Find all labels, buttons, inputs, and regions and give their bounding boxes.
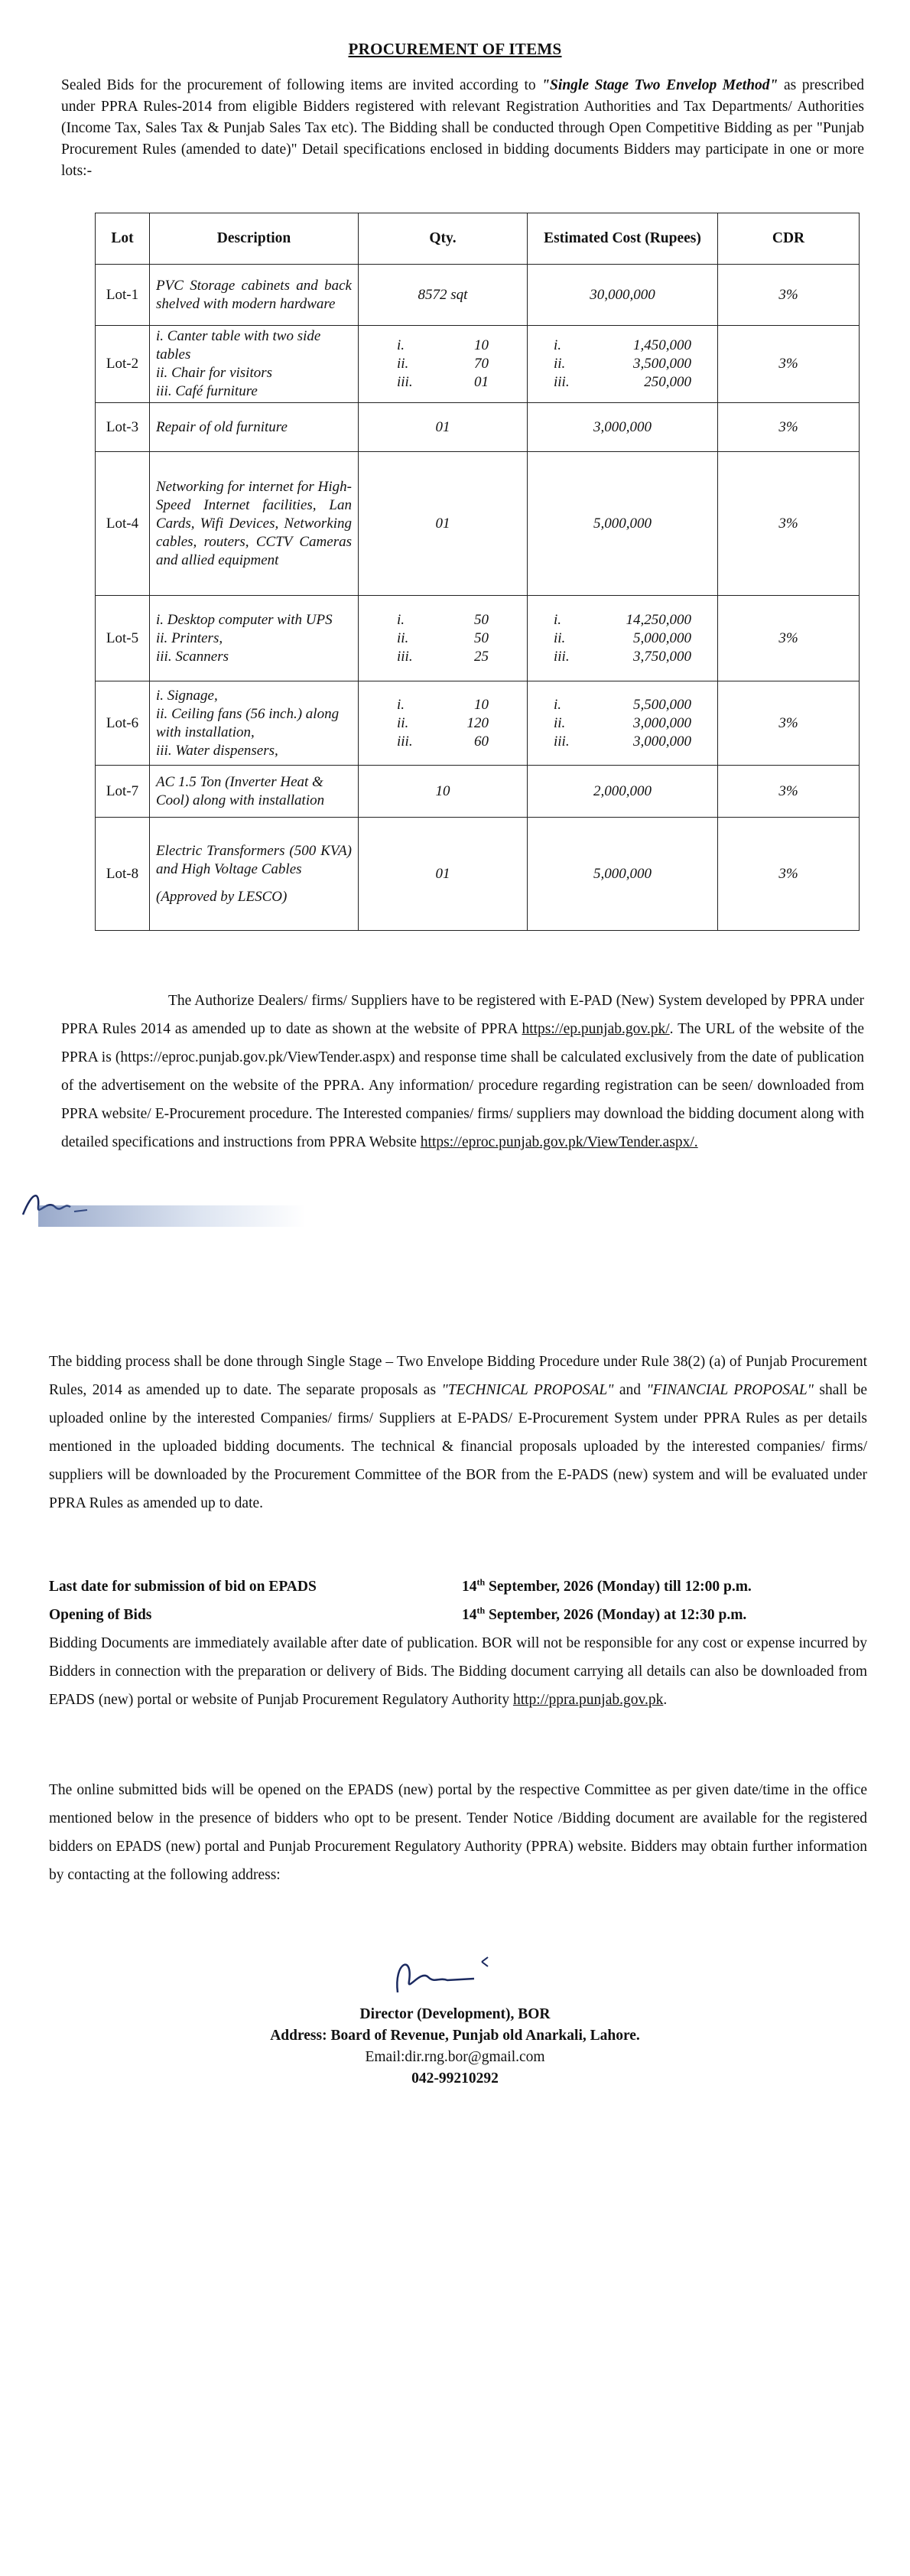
opening-value bbox=[462, 1601, 746, 1629]
item-numeral: i. bbox=[156, 328, 164, 344]
list-item bbox=[156, 687, 352, 705]
cost-list bbox=[528, 696, 717, 751]
table-row bbox=[96, 818, 860, 931]
submission-deadline-label: Last date for submission of bid on EPADS bbox=[49, 1579, 317, 1595]
lot-cdr: 3% bbox=[718, 265, 860, 326]
cost-value: 3,500,000 bbox=[633, 356, 691, 372]
process-paragraph bbox=[49, 1348, 867, 1517]
item-numeral: iii. bbox=[156, 648, 172, 665]
item-text: Café furniture bbox=[175, 383, 258, 399]
qty-list bbox=[359, 337, 526, 392]
lot-cost bbox=[528, 326, 718, 403]
lot-number: Lot-2 bbox=[96, 326, 150, 403]
availability-paragraph bbox=[49, 1629, 867, 1714]
process-text-2: shall be uploaded online by the interested Companies/ firms/ Suppliers at E-PADS/ E-Procurement System under PPRA Rules as per details mentioned in the uploaded bidding documents. The technical & financial proposals uploaded by the interested companies/ firms/ suppliers will be downloaded by the Procurement Committee of the BOR from the E-PADS (new) system and will be evaluated under PPRA Rules as amended up to date. bbox=[49, 1382, 868, 1511]
list-item bbox=[156, 327, 352, 364]
key-dates bbox=[49, 1573, 867, 1629]
opening-day: 14 bbox=[462, 1607, 477, 1623]
lot-qty: 01 bbox=[359, 403, 528, 452]
qty-value: 25 bbox=[474, 648, 489, 665]
lot-description bbox=[150, 681, 359, 766]
lot-cdr: 3% bbox=[718, 766, 860, 818]
qty-numeral: iii. bbox=[397, 374, 413, 390]
table-row bbox=[96, 403, 860, 452]
cost-numeral: i. bbox=[554, 696, 562, 713]
registration-paragraph bbox=[61, 987, 864, 1156]
list-item bbox=[156, 382, 352, 401]
cost-value: 5,500,000 bbox=[633, 696, 691, 713]
intro-text-2: as prescribed under PPRA Rules-2014 from eligible Bidders registered with relevant Registration Authorities and Tax Departments/ Authorities (Income Tax, Sales Tax & Punjab Sales Tax etc). The Bidding shall be conducted through Open Competitive Bidding as per "Punjab Procurement Rules (amended to date)" Detail specifications enclosed in bidding documents Bidders may participate in one or more lots:- bbox=[61, 77, 865, 179]
director-signature bbox=[375, 1947, 505, 2008]
header-lot: Lot bbox=[96, 213, 150, 265]
cost-value: 14,250,000 bbox=[626, 611, 691, 628]
cost-value: 3,000,000 bbox=[633, 714, 691, 731]
header-qty: Qty. bbox=[359, 213, 528, 265]
qty-numeral: ii. bbox=[397, 629, 409, 646]
qty-value: 50 bbox=[474, 611, 489, 628]
cost-value: 250,000 bbox=[644, 374, 691, 390]
scan-divider bbox=[38, 1205, 306, 1227]
lot-description bbox=[150, 596, 359, 681]
lot-qty bbox=[359, 681, 528, 766]
table-row bbox=[96, 326, 860, 403]
opening-label: Opening of Bids bbox=[49, 1607, 152, 1623]
submission-deadline-value bbox=[462, 1573, 752, 1601]
lot-description-text: Networking for internet for High-Speed Internet facilities, Lan Cards, Wifi Devices, Networking cables, routers, CCTV Cameras and allied equipment bbox=[156, 478, 352, 568]
lot-cost: 5,000,000 bbox=[528, 452, 718, 596]
item-numeral: ii. bbox=[156, 629, 168, 646]
process-text-and: and bbox=[613, 1382, 647, 1398]
signatory-title: Director (Development), BOR bbox=[359, 2006, 551, 2022]
header-description: Description bbox=[150, 213, 359, 265]
qty-value: 70 bbox=[474, 356, 489, 372]
cost-numeral: iii. bbox=[554, 374, 570, 390]
lot-qty: 01 bbox=[359, 452, 528, 596]
registration-text-2: . The URL of the website of the PPRA is (https://eproc.punjab.gov.pk/ViewTender.aspx) and response time shall be calculated exclusively from the date of publication of the advertisement on the website of the PPRA. Any information/ procedure regarding registration can be seen/ downloaded from PPRA website/ E-Procurement procedure. The Interested companies/ firms/ suppliers may download the bidding document along with detailed specifications and instructions from PPRA Website bbox=[61, 1021, 864, 1150]
lot-description bbox=[150, 452, 359, 596]
table-header-row bbox=[96, 213, 860, 265]
item-numeral: iii. bbox=[156, 383, 172, 399]
submission-deadline-row bbox=[49, 1573, 867, 1601]
lot-description-text: Electric Transformers (500 KVA) and High Voltage Cables bbox=[156, 842, 352, 877]
signatory-email: Email:dir.rng.bor@gmail.com bbox=[365, 2049, 545, 2065]
financial-proposal-label: "FINANCIAL PROPOSAL" bbox=[646, 1382, 814, 1398]
cost-numeral: iii. bbox=[554, 733, 570, 750]
item-numeral: i. bbox=[156, 687, 164, 704]
qty-value: 10 bbox=[474, 696, 489, 713]
cost-numeral: ii. bbox=[554, 629, 566, 646]
availability-end: . bbox=[663, 1692, 668, 1708]
lot-cdr: 3% bbox=[718, 681, 860, 766]
table-row bbox=[96, 265, 860, 326]
opening-row bbox=[49, 1601, 867, 1629]
lot-description bbox=[150, 818, 359, 931]
lot-number: Lot-3 bbox=[96, 403, 150, 452]
process-text-1: The bidding process shall be done through Single Stage – Two Envelope Bidding Procedure under Rule 38(2) (a) of Punjab Procurement Rules, 2014 as amended up to date. The separate proposals as bbox=[49, 1354, 867, 1398]
list-item bbox=[156, 364, 352, 382]
cost-value: 1,450,000 bbox=[633, 337, 691, 353]
lot-cdr: 3% bbox=[718, 596, 860, 681]
lot-qty: 01 bbox=[359, 818, 528, 931]
table-row bbox=[96, 681, 860, 766]
lot-description bbox=[150, 265, 359, 326]
lot-cdr: 3% bbox=[718, 326, 860, 403]
cost-numeral: ii. bbox=[554, 356, 566, 372]
lot-cost: 30,000,000 bbox=[528, 265, 718, 326]
epads-link[interactable]: https://ep.punjab.gov.pk/ bbox=[522, 1021, 670, 1037]
table-row bbox=[96, 452, 860, 596]
lot-cost bbox=[528, 596, 718, 681]
item-numeral: iii. bbox=[156, 742, 172, 759]
lot-qty: 10 bbox=[359, 766, 528, 818]
cost-list bbox=[528, 611, 717, 666]
availability-text: Bidding Documents are immediately available after date of publication. BOR will not be responsible for any cost or expense incurred by Bidders in connection with the preparation or delivery of Bids. The Bidding document carrying all details can also be downloaded from EPADS (new) portal or website of Punjab Procurement Regulatory Authority bbox=[49, 1635, 867, 1708]
intro-text-1: Sealed Bids for the procurement of following items are invited according to bbox=[61, 77, 542, 93]
lot-number: Lot-5 bbox=[96, 596, 150, 681]
signature-block bbox=[0, 2004, 910, 2090]
lot-number: Lot-1 bbox=[96, 265, 150, 326]
header-cdr: CDR bbox=[718, 213, 860, 265]
cost-list bbox=[528, 337, 717, 392]
lot-cdr: 3% bbox=[718, 818, 860, 931]
ppra-link[interactable]: http://ppra.punjab.gov.pk bbox=[512, 1692, 664, 1708]
item-text: Scanners bbox=[175, 648, 229, 665]
registration-text-1: The Authorize Dealers/ firms/ Suppliers have to be registered with E-PAD (New) System developed by PPRA under PPRA Rules 2014 as amended up to date as shown at the website of PPRA bbox=[61, 993, 864, 1037]
qty-value: 10 bbox=[474, 337, 489, 353]
technical-proposal-label: "TECHNICAL PROPOSAL" bbox=[441, 1382, 614, 1398]
lots-table bbox=[95, 213, 860, 931]
qty-numeral: i. bbox=[397, 611, 405, 628]
cost-numeral: i. bbox=[554, 611, 562, 628]
lot-description bbox=[150, 326, 359, 403]
qty-value: 01 bbox=[474, 374, 489, 390]
eproc-link[interactable]: https://eproc.punjab.gov.pk/ViewTender.aspx/. bbox=[420, 1134, 698, 1150]
lot-number: Lot-4 bbox=[96, 452, 150, 596]
cost-numeral: i. bbox=[554, 337, 562, 353]
table-row bbox=[96, 596, 860, 681]
intro-method: "Single Stage Two Envelop Method" bbox=[541, 77, 778, 93]
intro-paragraph bbox=[61, 75, 864, 182]
lot-cost bbox=[528, 681, 718, 766]
lot-number: Lot-6 bbox=[96, 681, 150, 766]
opening-paragraph: The online submitted bids will be opened on the EPADS (new) portal by the respective Committee as per given date/time in the office mentioned below in the presence of bidders who opt to be present. Tender Notice /Bidding document are available for the registered bidders on EPADS (new) portal and Punjab Procurement Regulatory Authority (PPRA) website. Bidders may obtain further information by contacting at the following address: bbox=[49, 1782, 867, 1883]
item-text: Desktop computer with UPS bbox=[167, 611, 333, 628]
lot-qty: 8572 sqt bbox=[359, 265, 528, 326]
signatory-address: Address: Board of Revenue, Punjab old Anarkali, Lahore. bbox=[270, 2028, 640, 2044]
qty-numeral: ii. bbox=[397, 714, 409, 731]
item-numeral: ii. bbox=[156, 705, 168, 722]
qty-value: 120 bbox=[466, 714, 489, 731]
cost-value: 3,000,000 bbox=[633, 733, 691, 750]
item-text: Canter table with two side tables bbox=[156, 328, 321, 363]
lot-description-text: PVC Storage cabinets and back shelved with modern hardware bbox=[156, 277, 352, 312]
lot-qty bbox=[359, 596, 528, 681]
opening-rest: September, 2026 (Monday) at 12:30 p.m. bbox=[485, 1607, 747, 1623]
lot-cdr: 3% bbox=[718, 452, 860, 596]
lot-approval-note: (Approved by LESCO) bbox=[156, 888, 288, 905]
qty-numeral: i. bbox=[397, 696, 405, 713]
qty-value: 50 bbox=[474, 629, 489, 646]
qty-list bbox=[359, 696, 526, 751]
list-item bbox=[156, 611, 352, 629]
item-text: Chair for visitors bbox=[171, 365, 273, 381]
cost-numeral: iii. bbox=[554, 648, 570, 665]
item-numeral: ii. bbox=[156, 365, 168, 381]
page-title: PROCUREMENT OF ITEMS bbox=[348, 40, 562, 58]
qty-value: 60 bbox=[474, 733, 489, 750]
list-item bbox=[156, 648, 352, 666]
item-text: Ceiling fans (56 inch.) along with installation, bbox=[156, 705, 340, 740]
item-numeral: i. bbox=[156, 611, 164, 628]
cost-numeral: ii. bbox=[554, 714, 566, 731]
lot-cdr: 3% bbox=[718, 403, 860, 452]
lot-number: Lot-8 bbox=[96, 818, 150, 931]
deadline-day: 14 bbox=[462, 1579, 477, 1595]
lot-cost: 2,000,000 bbox=[528, 766, 718, 818]
signatory-phone: 042-99210292 bbox=[411, 2070, 499, 2086]
header-cost: Estimated Cost (Rupees) bbox=[528, 213, 718, 265]
table-row bbox=[96, 766, 860, 818]
qty-list bbox=[359, 611, 526, 666]
lot-cost: 3,000,000 bbox=[528, 403, 718, 452]
list-item bbox=[156, 742, 352, 760]
lot-number: Lot-7 bbox=[96, 766, 150, 818]
cost-value: 5,000,000 bbox=[633, 629, 691, 646]
qty-numeral: ii. bbox=[397, 356, 409, 372]
lot-description: AC 1.5 Ton (Inverter Heat & Cool) along with installation bbox=[150, 766, 359, 818]
opening-day-suffix: th bbox=[476, 1605, 486, 1616]
deadline-rest: September, 2026 (Monday) till 12:00 p.m. bbox=[485, 1579, 752, 1595]
cost-value: 3,750,000 bbox=[633, 648, 691, 665]
lot-cost: 5,000,000 bbox=[528, 818, 718, 931]
qty-numeral: iii. bbox=[397, 733, 413, 750]
lot-description: Repair of old furniture bbox=[150, 403, 359, 452]
list-item bbox=[156, 705, 352, 742]
lot-qty bbox=[359, 326, 528, 403]
item-text: Signage, bbox=[167, 687, 218, 704]
deadline-day-suffix: th bbox=[476, 1576, 486, 1588]
item-text: Printers, bbox=[171, 629, 223, 646]
item-text: Water dispensers, bbox=[175, 742, 278, 759]
qty-numeral: i. bbox=[397, 337, 405, 353]
qty-numeral: iii. bbox=[397, 648, 413, 665]
list-item bbox=[156, 629, 352, 648]
